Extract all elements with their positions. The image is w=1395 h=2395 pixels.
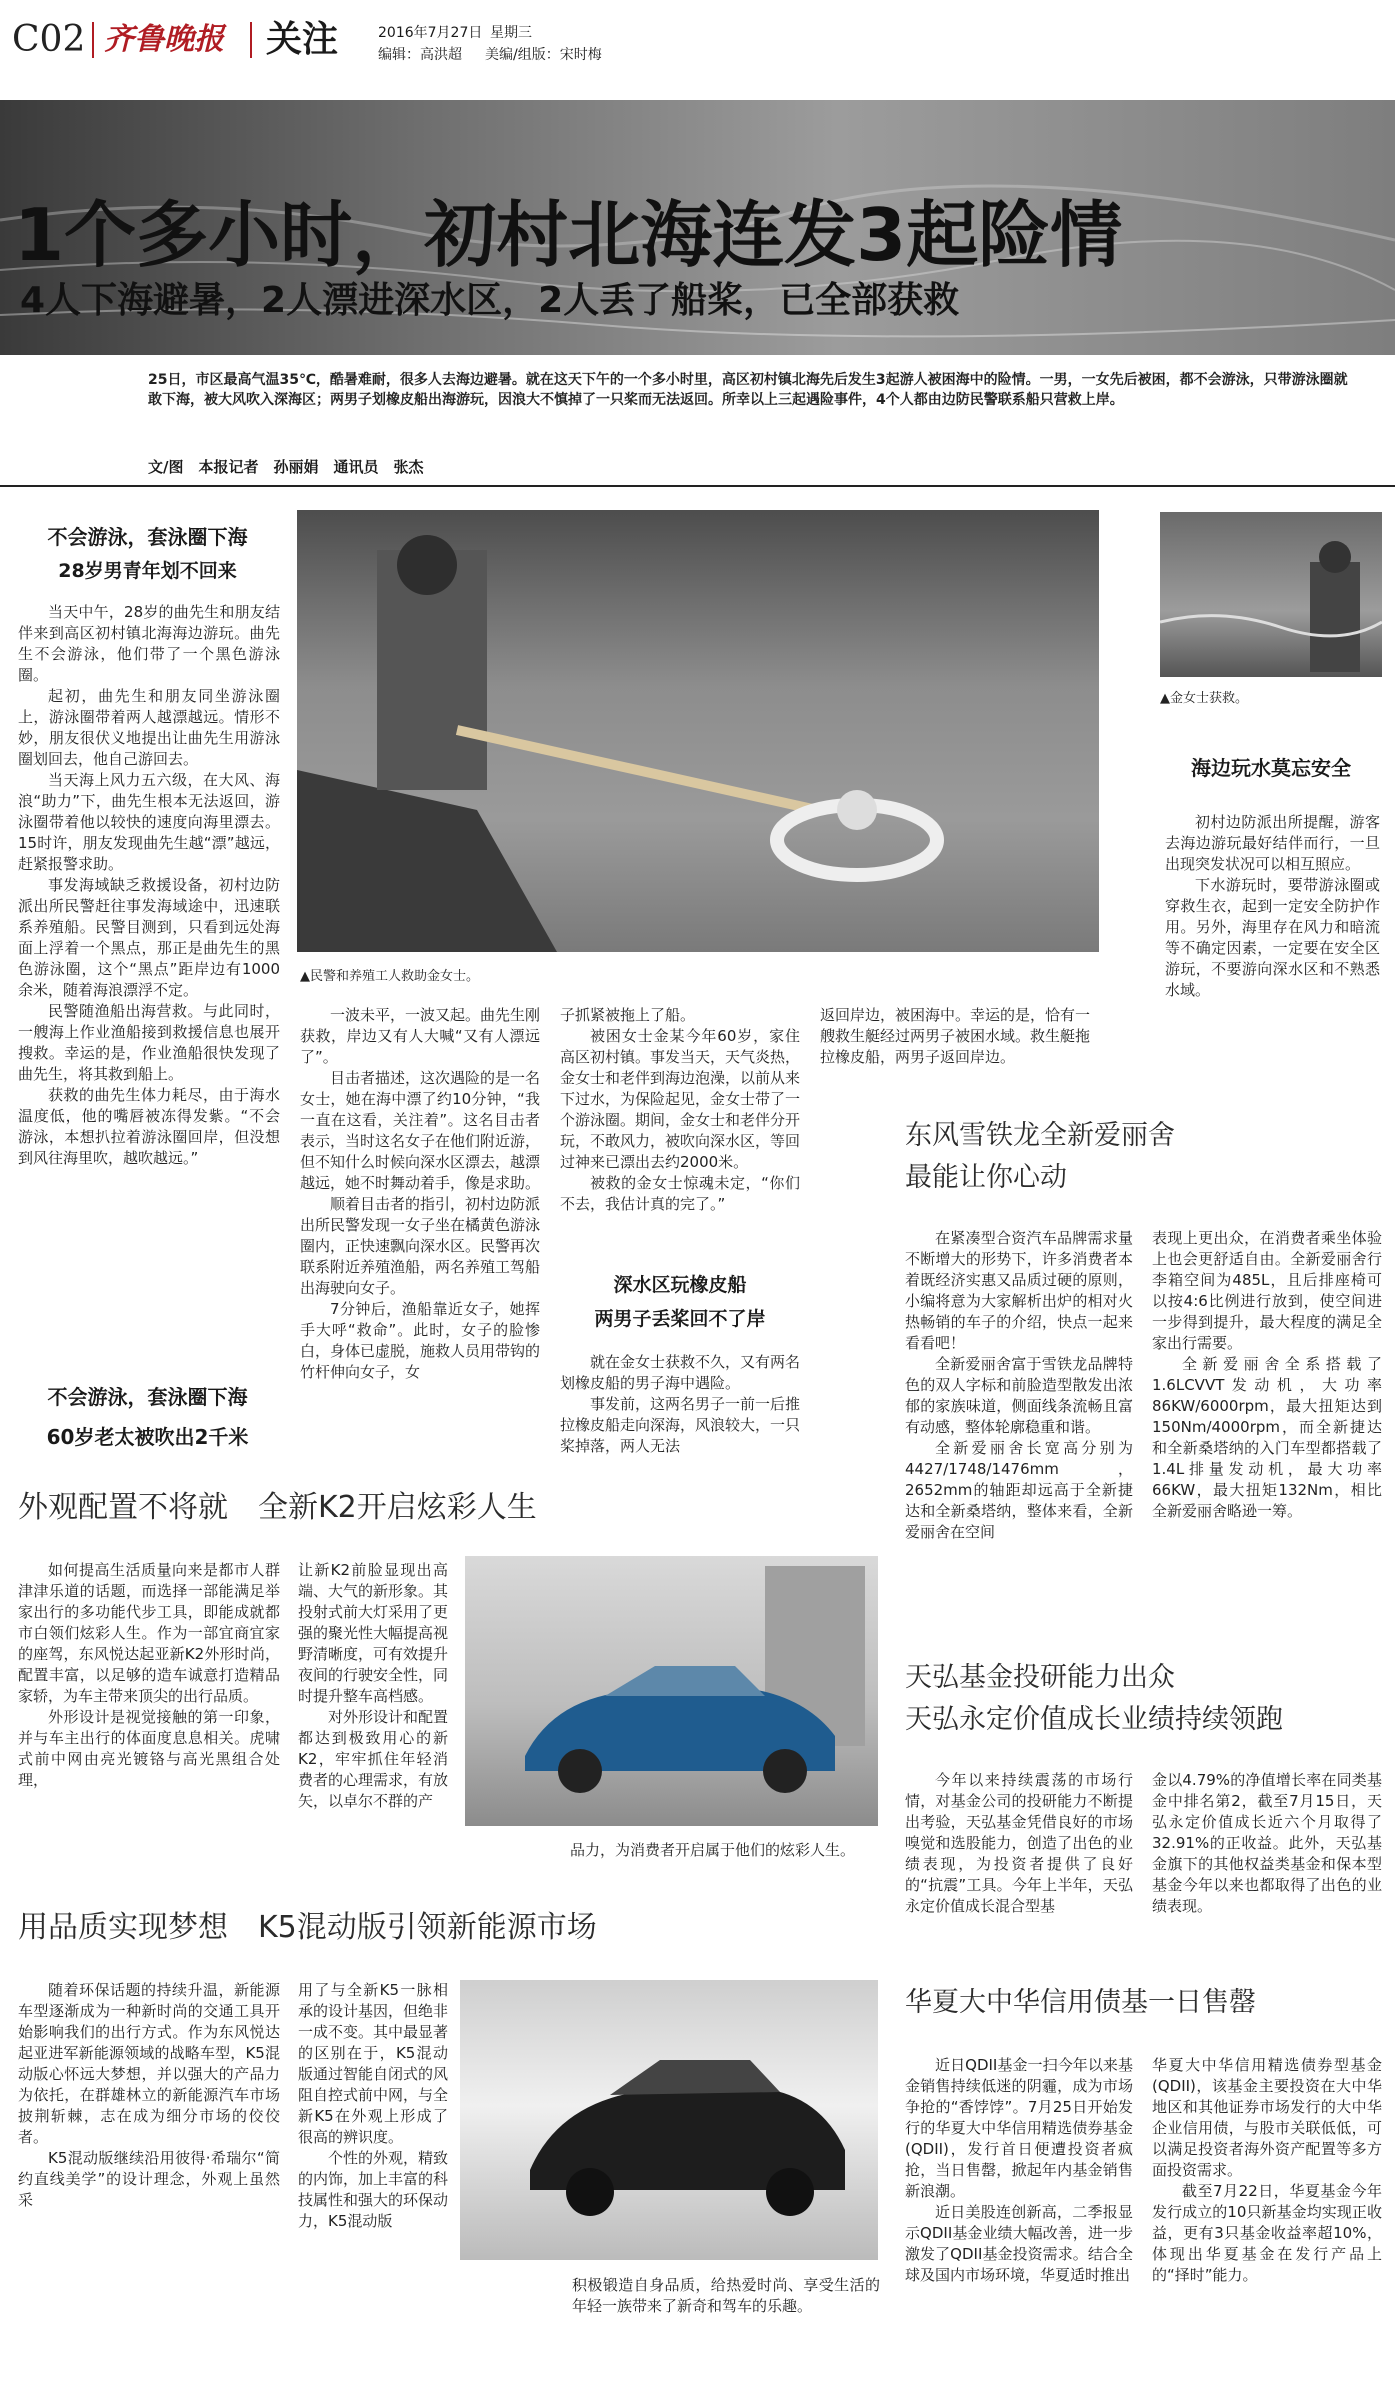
k2-column-2: 让新K2前脸显现出高端、大气的新形象。其投射式前大灯采用了更强的聚光性大幅提高视野清晰度，可有效提升夜间的行驶安全性，同时提升整车高档感。 对外形设计和配置都达到极致用心的新K2，牢牢抓住年轻消费者的心理需求，有放矢，以卓尔不群的产: [298, 1561, 449, 1810]
k2-tail: 品力，为消费者开启属于他们的炫彩人生。: [570, 1841, 856, 1859]
fund1-title-1: 天弘基金投研能力出众: [905, 1662, 1175, 1693]
k5-car-illustration: [460, 1980, 878, 2260]
side-caption: ▲金女士获救。: [1160, 691, 1248, 706]
story-column-2: 一波未平，一波又起。曲先生刚获救，岸边又有人大喊“又有人漂远了”。 目击者描述，这次遇险的是一名女士，她在海中漂了约10分钟，“我一直在这看，关注着”。这名目击者表示，当时这名女子在他们附近游，但不知什么时候向深水区漂去，越漂越远，她不时舞动着手，像是求助。 顺着目击者的指引，初村边防派出所民警发现一女子坐在橘黄色游泳圈内，正快速飘向深水区。民警再次联系附近养殖渔船，两名养殖工驾船出海驶向女子。 7分钟后，渔船靠近女子，她挥手大呼“救命”。此时，女子的脸惨白，身体已虚脱，施救人员用带钩的竹杆伸向女子，女: [300, 1006, 541, 1381]
byline: 文/图 本报记者 孙丽娟 通讯员 张杰: [148, 458, 424, 476]
story-column-3b: 就在金女士获救不久，又有两名划橡皮船的男子海中遇险。 事发前，这两名男子一前一后推拉橡皮船走向深海，风浪较大，一只桨掉落，两人无法: [560, 1353, 801, 1455]
k5-title: 用品质实现梦想 K5混动版引领新能源市场: [18, 1910, 597, 1945]
editor-credit: 编辑：高洪超: [378, 47, 462, 63]
rescue-photo: [297, 510, 1099, 952]
fund1-title-2: 天弘永定价值成长业绩持续领跑: [905, 1704, 1283, 1735]
k5-car-photo: [460, 1980, 878, 2260]
story-column-4: 返回岸边，被困海中。幸运的是，恰有一艘救生艇经过两男子被困水域。救生艇拖拉橡皮船，两男子返回岸边。: [820, 1006, 1091, 1066]
story-subhead-3b: 两男子丢桨回不了岸: [594, 1308, 766, 1330]
lead-paragraph: 25日，市区最高气温35℃，酷暑难耐，很多人去海边避暑。就在这天下午的一个多小时里，高区初村镇北海先后发生3起游人被困海中的险情。一男，一女先后被困，都不会游泳，只带游泳圈就敢下海，被大风吹入深海区；两男子划橡皮船出海游玩，因浪大不慎掉了一只桨而无法返回。所幸以上三起遇险事件，4个人都由边防民警联系船只营救上岸。: [148, 372, 1348, 408]
story-column-3: 子抓紧被拖上了船。 被困女士金某今年60岁，家住高区初村镇。事发当天，天气炎热，金女士和老伴到海边泡澡，以前从来下过水，为保险起见，金女士带了一个游泳圈。期间，金女士和老伴分开玩，不敢风力，被吹向深水区，等回过神来已漂出去约2000米。 被救的金女士惊魂未定，“你们不去，我估计真的完了。”: [560, 1006, 801, 1213]
elysee-column-2: 表现上更出众，在消费者乘坐体验上也会更舒适自由。全新爱丽舍行李箱空间为485L，且后排座椅可以按4:6比例进行放到，使空间进一步得到提升，最大程度的满足全家出行需要。 全新爱丽舍全系搭载了1.6LCVVT发动机，大功率86KW/6000rpm，最大扭矩达到150Nm/4000rpm，而全新捷达和全新桑塔纳的入门车型都搭载了1.4L排量发动机，最大功率66KW，最大扭矩132Nm，相比全新爱丽舍略逊一筹。: [1152, 1229, 1382, 1520]
newspaper-logo: 齐鲁晚报: [104, 22, 224, 57]
story-column-1: 当天中午，28岁的曲先生和朋友结伴来到高区初村镇北海海边游玩。曲先生不会游泳，他们带了一个黑色游泳圈。 起初，曲先生和朋友同坐游泳圈上，游泳圈带着两人越漂越远。情形不妙，朋友很伏义地提出让曲先生用游泳圈划回去，他自己游回去。 当天海上风力五六级，在大风、海浪“助力”下，曲先生根本无法返回，游泳圈带着他以较快的速度向海里漂去。15时许，朋友发现曲先生越“漂”越远，赶紧报警求助。 事发海域缺乏救援设备，初村边防派出所民警赶往事发海域途中，迅速联系养殖船。民警目测到，只看到远处海面上浮着一个黑点，那正是曲先生的黑色游泳圈，这个“黑点”距岸边有1000余米，随着海浪漂浮不定。 民警随渔船出海营救。与此同时，一艘海上作业渔船接到救援信息也展开搜救。幸运的是，作业渔船很快发现了曲先生，将其救到船上。 获救的曲先生体力耗尽，由于海水温度低，他的嘴唇被冻得发紫。“不会游泳，本想扒拉着游泳圈回岸，但没想到风往海里吹，越吹越远。”: [18, 603, 280, 1167]
side-text: 初村边防派出所提醒，游客去海边游玩最好结伴而行，一旦出现突发状况可以相互照应。 下水游玩时，要带游泳圈或穿救生衣，起到一定安全防护作用。另外，海里存在风力和暗流等不确定因素，一定要在安全区游玩，不要游向深水区和不熟悉水域。: [1165, 813, 1380, 999]
k2-column-1: 如何提高生活质量向来是都市人群津津乐道的话题，而选择一部能满足举家出行的多功能代步工具，即能成就都市白领们炫彩人生。作为一部宜商宜家的座驾，东风悦达起亚新K2外形时尚，配置丰富，以足够的造车诚意打造精品家轿，为车主带来顶尖的出行品质。 外形设计是视觉接触的第一印象，并与车主出行的体面度息息相关。虎啸式前中网由亮光镀铬与高光黑组合处理，: [18, 1561, 280, 1789]
side-headline: 海边玩水莫忘安全: [1191, 756, 1351, 780]
elysee-title-2: 最能让你心动: [905, 1162, 1067, 1193]
k5-column-1: 随着环保话题的持续升温，新能源车型逐渐成为一种新时尚的交通工具开始影响我们的出行方式。作为东风悦达起亚进军新能源领域的战略车型，K5混动版心怀远大梦想，并以强大的产品力为依托，在群雄林立的新能源汽车市场披荆斩棘，志在成为细分市场的佼佼者。 K5混动版继续沿用彼得·希瑞尔“简约直线美学”的设计理念，外观上虽然采: [18, 1981, 280, 2209]
fund2-column-2: 华夏大中华信用精选债券型基金(QDII)，该基金主要投资在大中华地区和其他证券市场发行的大中华企业信用债，与股市关联低低，可以满足投资者海外资产配置等多方面投资需求。 截至7月22日，华夏基金今年发行成立的10只新基金均实现正收益，更有3只基金收益率超10%，体现出华夏基金在发行产品上的“择时”能力。: [1152, 2056, 1382, 2284]
side-photo: [1160, 512, 1382, 677]
designer-credit: 美编/组版：宋时梅: [485, 47, 602, 63]
masthead-divider: [92, 22, 94, 58]
issue-weekday: 星期三: [490, 25, 532, 41]
story-subhead-2: 不会游泳，套泳圈下海: [47, 1385, 248, 1409]
masthead-divider: [250, 22, 252, 58]
k5-column-2: 用了与全新K5一脉相承的设计基因，但绝非一成不变。其中最显著的区别在于，K5混动版通过智能自闭式的风阻自控式前中网，与全新K5在外观上形成了很高的辨识度。 个性的外观，精致的内饰，加上丰富的科技属性和强大的环保动力，K5混动版: [298, 1981, 449, 2230]
section-name: 关注: [266, 19, 339, 60]
story-subhead-1: 不会游泳，套泳圈下海: [47, 525, 248, 549]
page-number: C02: [12, 19, 86, 60]
k5-tail: 积极锻造自身品质，给热爱时尚、享受生活的年轻一族带来了新奇和驾车的乐趣。: [572, 2276, 880, 2315]
story-subhead-1b: 28岁男青年划不回来: [58, 560, 237, 582]
story-subhead-2b: 60岁老太被吹出2千米: [46, 1425, 249, 1449]
fund1-column-2: 金以4.79%的净值增长率在同类基金中排名第2，截至7月15日，天弘永定价值成长近六个月取得了32.91%的正收益。此外，天弘基金旗下的其他权益类基金和保本型基金今年以来也都取得了出色的业绩表现。: [1152, 1771, 1382, 1915]
fund1-column-1: 今年以来持续震荡的市场行情，对基金公司的投研能力不断提出考验，天弘基金凭借良好的市场嗅觉和选股能力，创造了出色的业绩表现，为投资者提供了良好的“抗震”工具。今年上半年，天弘永定价值成长混合型基: [905, 1771, 1133, 1915]
subheadline: 4人下海避暑，2人漂进深水区，2人丢了船桨，已全部获救: [20, 280, 960, 321]
k2-car-illustration: [465, 1556, 878, 1826]
elysee-title-1: 东风雪铁龙全新爱丽舍: [905, 1120, 1175, 1151]
issue-date: 2016年7月27日: [378, 25, 483, 41]
story-subhead-3: 深水区玩橡皮船: [613, 1274, 747, 1296]
rescue-scene: [297, 510, 1099, 952]
k2-title: 外观配置不将就 全新K2开启炫彩人生: [18, 1490, 537, 1525]
side-photo-scene: [1160, 512, 1382, 677]
k2-car-photo: [465, 1556, 878, 1826]
photo-caption: ▲民警和养殖工人救助金女士。: [300, 969, 479, 984]
lead-rule: [0, 485, 1395, 487]
fund2-title: 华夏大中华信用债基一日售罄: [905, 1987, 1256, 2018]
headline: 1个多小时，初村北海连发3起险情: [14, 193, 1123, 277]
elysee-column-1: 在紧凑型合资汽车品牌需求量不断增大的形势下，许多消费者本着既经济实惠又品质过硬的原则，小编将意为大家解析出炉的相对火热畅销的车子的介绍，快点一起来看看吧！ 全新爱丽舍富于雪铁龙品牌特色的双人字标和前脸造型散发出浓郁的家族味道，侧面线条流畅且富有动感，整体轮廓稳重和谐。 全新爱丽舍长宽高分别为4427/1748/1476mm，2652mm的轴距却远高于全新捷达和全新桑塔纳，整体来看，全新爱丽舍在空间: [905, 1229, 1133, 1541]
fund2-column-1: 近日QDII基金一扫今年以来基金销售持续低迷的阴霾，成为市场争抢的“香饽饽”。7月25日开始发行的华夏大中华信用精选债券基金(QDII)，发行首日便遭投资者疯抢，当日售罄，掀起年内基金销售新浪潮。 近日美股连创新高，二季报显示QDII基金业绩大幅改善，进一步激发了QDII基金投资需求。结合全球及国内市场环境，华夏适时推出: [905, 2056, 1133, 2284]
